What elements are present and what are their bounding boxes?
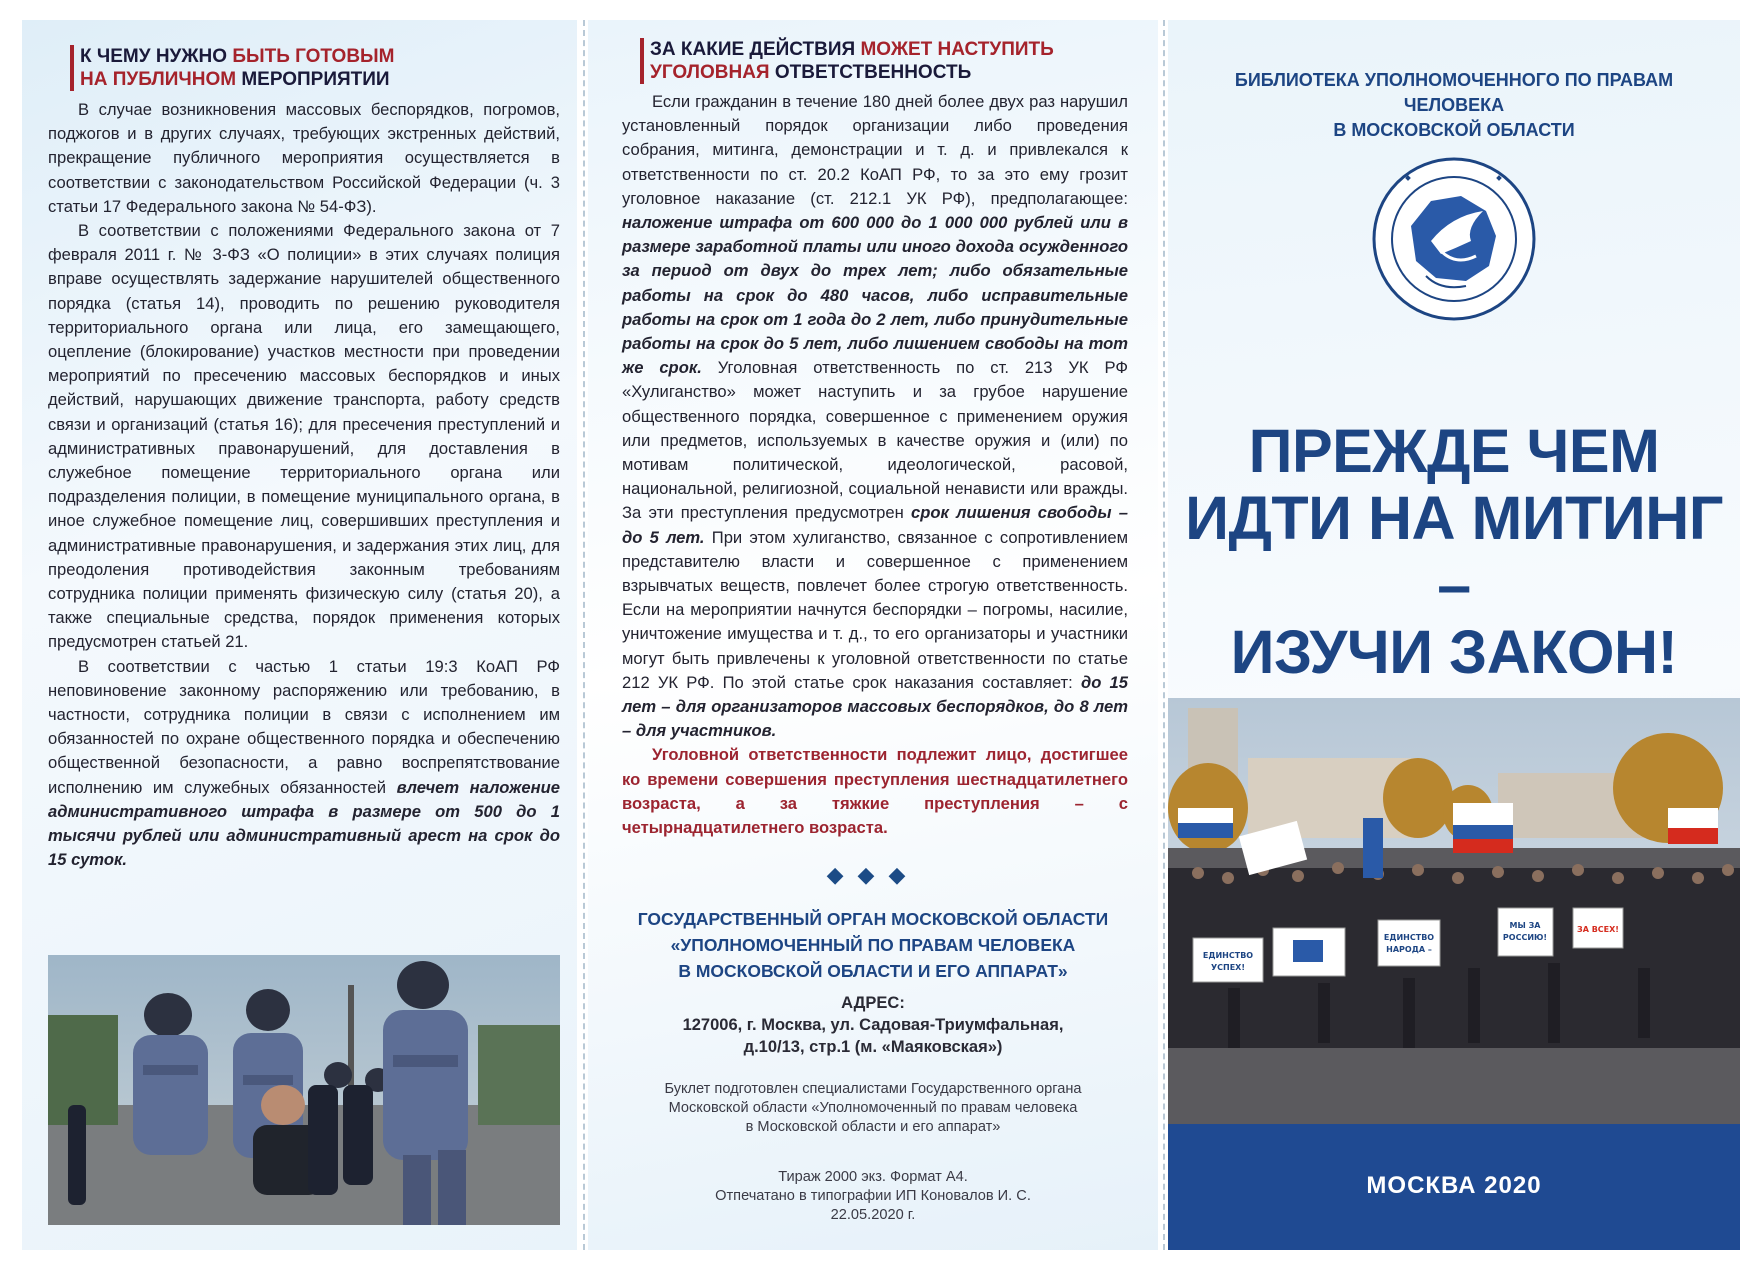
svg-text:МЫ ЗА: МЫ ЗА xyxy=(1509,921,1541,930)
body-text-middle xyxy=(622,90,1128,840)
paragraph: В соответствии с положениями Федерального закона от 7 февраля 2011 г. № 3-ФЗ «О полиции» в этих случаях полиция вправе осуществлять задержание нарушителей общественного порядка (статья 14), проводить по решению руководителя территориального органа или лица, его замещающего, оцепление (блокирование) участков местности при проведении мероприятий по пресечению массовых беспорядков и иных действий, нарушающих движение транспорта, работу средств связи и организаций (статья 16); для пресечения преступлений и административных правонарушений, для доставления в служебное помещение территориального органа или подразделения полиции, в помещение муниципального органа, в иное служебное помещение лиц, совершивших преступления и административные правонарушения, и задержания этих лиц, для преодоления противодействия законным требованиям сотрудника полиции применять физическую силу (статья 20), а также специальные средства, порядок применения которых предусмотрен статьей 21. xyxy=(48,221,560,652)
panel-cover xyxy=(1168,20,1740,1250)
panel-left xyxy=(22,20,577,1250)
paragraph: В случае возникновения массовых беспорядков, погромов, поджогов и в других случаях, требующих экстренных действий, прекращение публичного мероприятия осуществляется в соответствии с законодательством Российской Федерации (ч. 3 статьи 17 Федерального закона № 54-ФЗ). xyxy=(48,100,560,216)
library-header: БИБЛИОТЕКА УПОЛНОМОЧЕННОГО ПО ПРАВАМ ЧЕЛОВЕКА В МОСКОВСКОЙ ОБЛАСТИ xyxy=(1234,70,1674,140)
booklet-credits: Буклет подготовлен специалистами Государственного органа Московской области «Уполномоченный по правам человека в Московской области и его аппарат» xyxy=(664,1081,1082,1135)
police-detention-photo xyxy=(48,955,560,1225)
rally-sign: ЕДИНСТВО xyxy=(1202,951,1254,960)
diamond-divider-icon: ◆◆◆ xyxy=(826,862,920,887)
age-liability-note: Уголовной ответственности подлежит лицо, достигшее ко времени совершения преступления шестнадцатилетнего возраста, а за тяжкие преступления – с четырнадцатилетнего возраста. xyxy=(622,745,1128,838)
fold-line xyxy=(583,20,585,1250)
rally-crowd-photo xyxy=(1168,698,1740,1124)
body-text-left xyxy=(48,98,560,873)
svg-text:ЗА ВСЕХ!: ЗА ВСЕХ! xyxy=(1577,925,1619,934)
paragraph: В соответствии с частью 1 статьи 19:3 КоАП РФ неповиновение законному распоряжению или требованию, в частности, сотрудника полиции в связи с исполнением им обязанностей по охране общественного порядка и обеспечению общественной безопасности, а равно воспрепятствование исполнению им служебных обязанностей влечет наложение административного штрафа в размере от 500 до 1 тысячи рублей или административный арест на срок до 15 суток. xyxy=(48,656,560,870)
svg-text:НАРОДА –: НАРОДА – xyxy=(1386,945,1432,954)
organization-name: ГОСУДАРСТВЕННЫЙ ОРГАН МОСКОВСКОЙ ОБЛАСТИ «УПОЛНОМОЧЕННЫЙ ПО ПРАВАМ ЧЕЛОВЕКА В МОСКОВСКОЙ ОБЛАСТИ И ЕГО АППАРАТ» xyxy=(637,909,1109,981)
section-heading-prepare: К ЧЕМУ НУЖНО БЫТЬ ГОТОВЫМ НА ПУБЛИЧНОМ МЕРОПРИЯТИИ xyxy=(70,45,550,91)
city-year: МОСКВА 2020 xyxy=(1366,1172,1542,1199)
ombudsman-emblem-icon xyxy=(1371,156,1537,322)
panel-middle xyxy=(588,20,1158,1250)
cover-title: ПРЕЖДЕ ЧЕМ ИДТИ НА МИТИНГ – ИЗУЧИ ЗАКОН! xyxy=(1185,417,1723,686)
print-info: Тираж 2000 экз. Формат А4. Отпечатано в типографии ИП Коновалов И. С. 22.05.2020 г. xyxy=(715,1169,1031,1223)
svg-text:ЕДИНСТВО: ЕДИНСТВО xyxy=(1383,933,1435,942)
fold-line xyxy=(1163,20,1165,1250)
address-block: АДРЕС: 127006, г. Москва, ул. Садовая-Триумфальная, д.10/13, стр.1 (м. «Маяковская») xyxy=(682,994,1064,1056)
svg-text:РОССИЮ!: РОССИЮ! xyxy=(1502,933,1548,942)
section-heading-liability: ЗА КАКИЕ ДЕЙСТВИЯ МОЖЕТ НАСТУПИТЬ УГОЛОВНАЯ ОТВЕТСТВЕННОСТЬ xyxy=(640,38,1130,84)
paragraph: Если гражданин в течение 180 дней более двух раз нарушил установленный порядок организации либо проведения собрания, митинга, демонстрации и т. д. и привлекался к ответственности по ст. 20.2 КоАП РФ, то за это ему грозит уголовное наказание (ст. 212.1 УК РФ), предполагающее: наложение штрафа от 600 000 до 1 000 000 рублей или в размере заработной платы или иного дохода осужденного за период от двух до трех лет; либо обязательные работы на срок до 480 часов, либо исправительные работы на срок от 1 года до 2 лет, либо принудительные работы на срок до 5 лет, либо лишением свободы на тот же срок. Уголовная ответственность по ст. 213 УК РФ «Хулиганство» может наступить и за грубое нарушение общественного порядка, совершенное с применением оружия или предметов, используемых в качестве оружия и (или) по мотивам политической, идеологической, расовой, национальной, религиозной, социальной ненависти или вражды. За эти преступления предусмотрен срок лишения свободы – до 5 лет. При этом хулиганство, связанное с сопротивлением представителю власти и совершенное с применением взрывчатых веществ, повлечет более строгую ответственность. Если на мероприятии начнутся беспорядки – погромы, насилие, уничтожение имущества и т. д., то его организаторы и участники могут быть привлечены к уголовной ответственности по статье 212 УК РФ. По этой статье срок наказания составляет: до 15 лет – для организаторов массовых беспорядков, до 8 лет – для участников. xyxy=(622,92,1128,741)
rally-sign: УСПЕХ! xyxy=(1210,963,1246,972)
